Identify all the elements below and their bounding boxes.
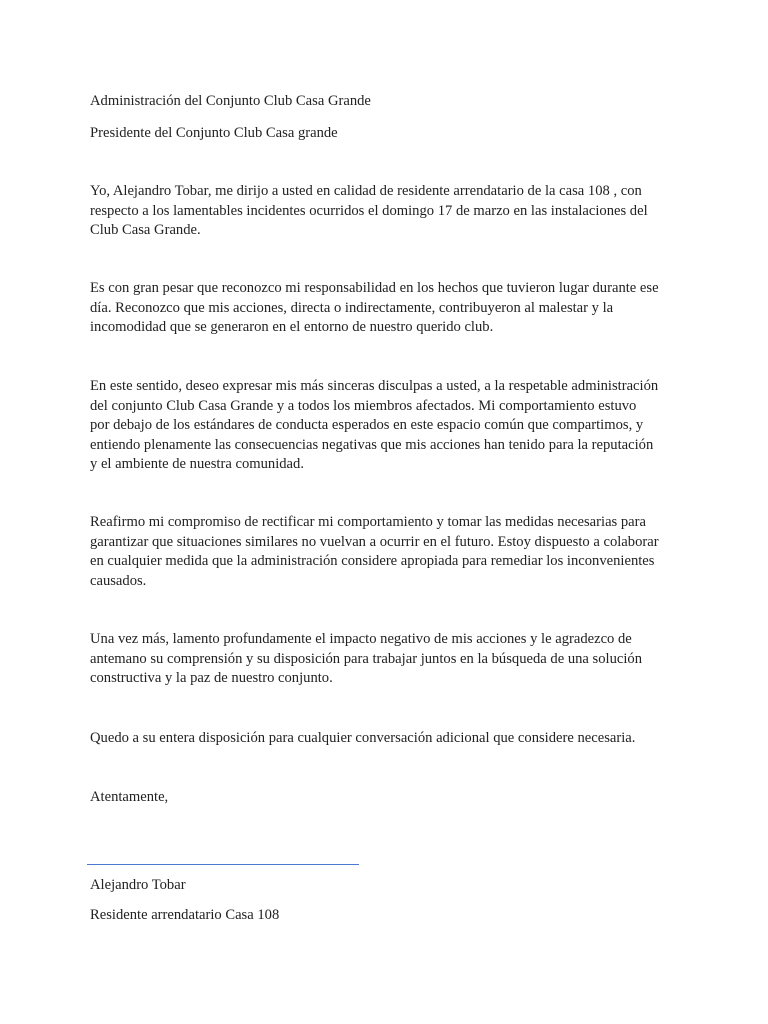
paragraph-4-line: causados. [90, 572, 147, 589]
paragraph-3-line: y el ambiente de nuestra comunidad. [90, 456, 304, 472]
paragraph-4 [90, 513, 690, 591]
paragraph-1-line: Yo, Alejandro Tobar, me dirijo a usted en calidad de residente arrendatario de la casa 108 , con [90, 183, 642, 199]
paragraph-1 [90, 182, 690, 241]
paragraph-1-line: Club Casa Grande. [90, 222, 201, 238]
paragraph-5-line: Una vez más, lamento profundamente el impacto negativo de mis acciones y le agradezco de [90, 631, 632, 647]
paragraph-2 [90, 279, 690, 338]
paragraph-1-line: respecto a los lamentables incidentes ocurridos el domingo 17 de marzo en las instalaciones del [90, 202, 648, 219]
recipient-line-2: Presidente del Conjunto Club Casa grande [90, 125, 338, 141]
signature-title: Residente arrendatario Casa 108 [90, 907, 280, 923]
paragraph-4-line: Reafirmo mi compromiso de rectificar mi comportamiento y tomar las medidas necesarias para [90, 514, 646, 530]
paragraph-5-line: constructiva y la paz de nuestro conjunto. [90, 670, 333, 686]
paragraph-3-line: En este sentido, deseo expresar mis más sinceras disculpas a usted, a la respetable administración [90, 378, 659, 394]
paragraph-5 [90, 630, 690, 689]
paragraph-2-line: día. Reconozco que mis acciones, directa o indirectamente, contribuyeron al malestar y la [90, 299, 614, 316]
paragraph-2-line: incomodidad que se generaron en el entorno de nuestro querido club. [90, 319, 494, 335]
signature-line [87, 864, 359, 865]
paragraph-3-line: entiendo plenamente las consecuencias negativas que mis acciones han tenido para la reputación [90, 436, 654, 453]
closing: Atentamente, [90, 789, 169, 805]
paragraph-5-line: antemano su comprensión y su disposición para trabajar juntos en la búsqueda de una solución [90, 650, 642, 667]
signature-name: Alejandro Tobar [90, 877, 186, 893]
paragraph-4-line: garantizar que situaciones similares no vuelvan a ocurrir en el futuro. Estoy dispuesto a colaborar [90, 533, 659, 550]
paragraph-3-line: del conjunto Club Casa Grande y a todos los miembros afectados. Mi comportamiento estuvo [90, 397, 637, 414]
recipient-line-1: Administración del Conjunto Club Casa Grande [90, 93, 371, 109]
paragraph-4-line: en cualquier medida que la administración considere apropiada para remediar los inconvenientes [90, 553, 655, 569]
paragraph-3 [90, 377, 690, 475]
paragraph-2-line: Es con gran pesar que reconozco mi responsabilidad en los hechos que tuvieron lugar durante ese [90, 280, 659, 296]
paragraph-3-line: por debajo de los estándares de conducta esperados en este espacio común que compartimos, y [90, 417, 644, 433]
paragraph-6: Quedo a su entera disposición para cualquier conversación adicional que considere necesaria. [90, 730, 636, 746]
